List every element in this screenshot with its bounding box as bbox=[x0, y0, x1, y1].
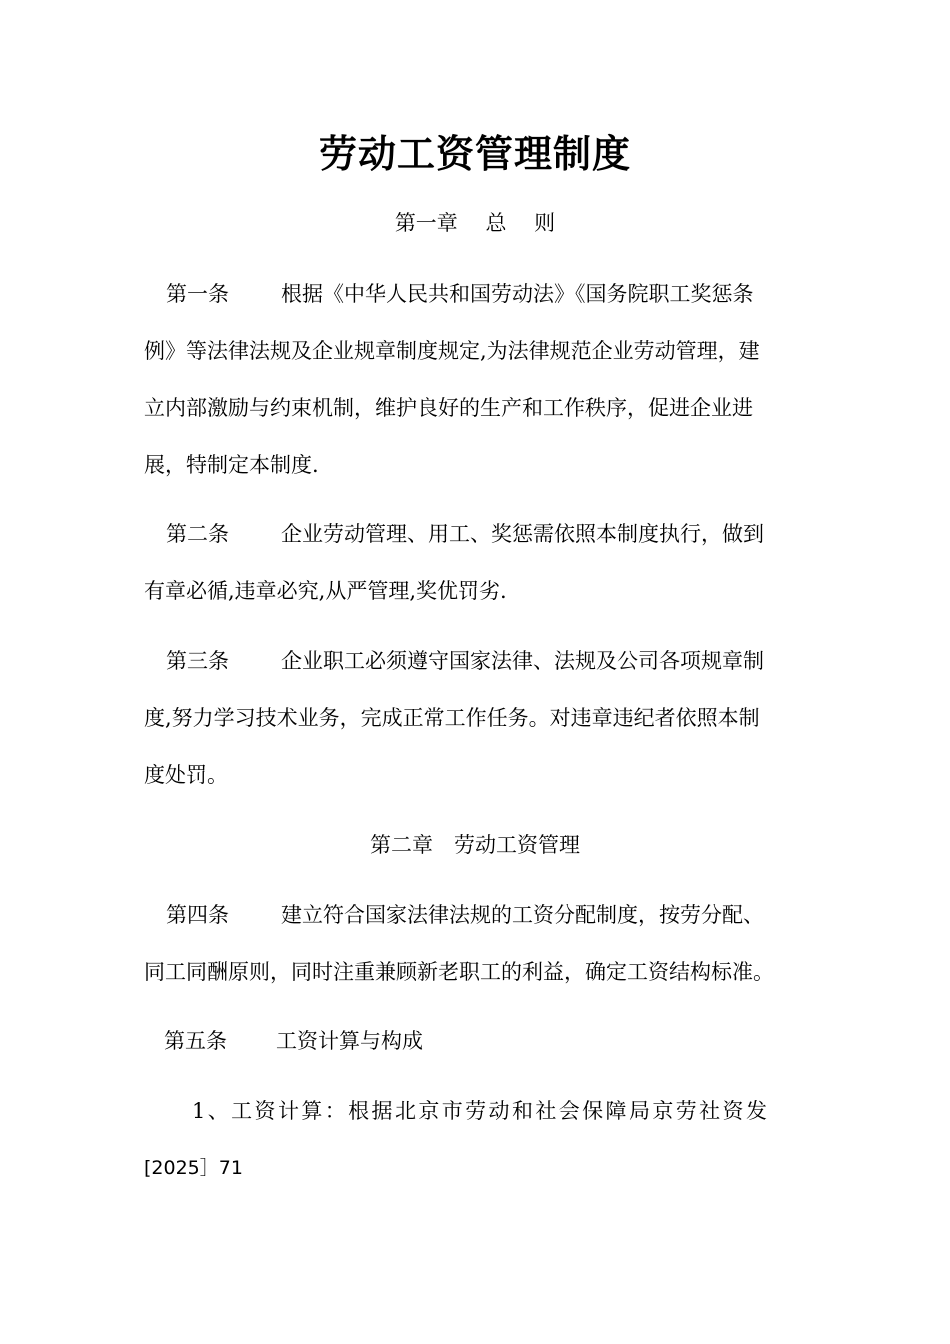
document-title: 劳动工资管理制度 bbox=[318, 131, 631, 176]
chapter-heading-2: 第二章 劳动工资管理 bbox=[370, 833, 580, 857]
article-3-number: 第三条 bbox=[166, 649, 229, 673]
article-1-line-2: 例》等法律法规及企业规章制度规定,为法律规范企业劳动管理，建 bbox=[144, 339, 760, 363]
article-4 bbox=[144, 887, 808, 1001]
item-1-line-1: 1、工资计算：根据北京市劳动和社会保障局京劳社资发 bbox=[192, 1099, 770, 1123]
article-4-line-1: 第四条 建立符合国家法律法规的工资分配制度，按劳分配、 bbox=[144, 887, 808, 944]
article-5-number: 第五条 bbox=[164, 1029, 227, 1053]
article-5 bbox=[144, 1013, 808, 1070]
article-4-line-2: 同工同酬原则，同时注重兼顾新老职工的利益，确定工资结构标准。 bbox=[144, 960, 774, 984]
article-5-line-1: 第五条 工资计算与构成 bbox=[144, 1013, 808, 1070]
article-2-line-1: 第二条 企业劳动管理、用工、奖惩需依照本制度执行，做到 bbox=[144, 506, 808, 563]
article-1-number: 第一条 bbox=[166, 282, 229, 306]
article-1-line-3: 立内部激励与约束机制，维护良好的生产和工作秩序，促进企业进 bbox=[144, 396, 753, 420]
article-3-line-1: 第三条 企业职工必须遵守国家法律、法规及公司各项规章制 bbox=[144, 633, 808, 690]
article-4-number: 第四条 bbox=[166, 903, 229, 927]
article-1-line-1: 第一条 根据《中华人民共和国劳动法》《国务院职工奖惩条 bbox=[144, 266, 808, 323]
item-1-line-2: [2025］71 bbox=[144, 1157, 243, 1179]
article-3-line-3: 度处罚。 bbox=[144, 763, 228, 787]
article-2-line-2: 有章必循,违章必究,从严管理,奖优罚劣. bbox=[144, 579, 507, 603]
article-2 bbox=[144, 506, 808, 620]
article-3 bbox=[144, 633, 808, 804]
article-3-line-2: 度,努力学习技术业务，完成正常工作任务。对违章违纪者依照本制 bbox=[144, 706, 760, 730]
article-1-line-4: 展，特制定本制度. bbox=[144, 453, 319, 477]
article-2-number: 第二条 bbox=[166, 522, 229, 546]
article-1 bbox=[144, 266, 808, 494]
wage-calculation-item bbox=[144, 1083, 808, 1197]
chapter-heading-1: 第一章 总 则 bbox=[394, 211, 556, 235]
